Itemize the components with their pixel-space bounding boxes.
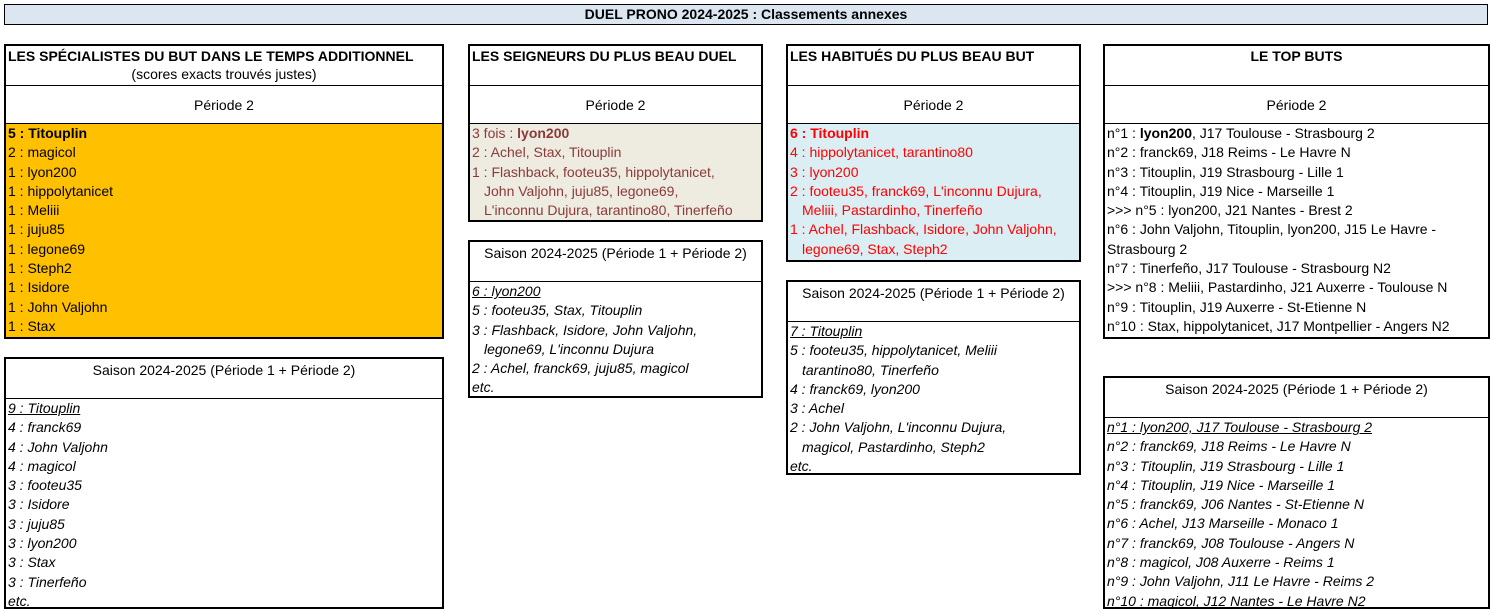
list-item: 1 : legone69 — [8, 240, 86, 257]
list-item-name: lyon200 — [1139, 125, 1192, 141]
list-item: 3 : Isidore — [8, 496, 70, 513]
page-title: DUEL PRONO 2024-2025 : Classements annexes — [4, 4, 1488, 25]
best-duel-box — [468, 44, 763, 222]
added-time-subtitle: (scores exacts trouvés justes) — [131, 66, 317, 82]
list-item-match: , J17 Toulouse - Strasbourg 2 — [1191, 125, 1375, 141]
best-duel-season-title: Saison 2024-2025 (Période 1 + Période 2) — [470, 242, 761, 282]
best-goal-season-list — [788, 322, 1079, 476]
added-time-title: LES SPÉCIALISTES DU BUT DANS LE TEMPS ADDITIONNEL — [8, 48, 414, 64]
list-item: 3 : Stax — [8, 554, 56, 571]
list-item: 3 : lyon200 — [790, 163, 859, 180]
list-item: >>> n°8 : Meliii, Pastardinho, J21 Auxerre - Toulouse N — [1107, 279, 1448, 296]
list-item: 1 : Steph2 — [8, 260, 72, 277]
best-duel-season-box — [468, 240, 763, 398]
list-item: etc. — [790, 458, 813, 475]
added-time-period-list — [6, 124, 442, 337]
added-time-season-box — [4, 357, 444, 609]
top-goals-season-list — [1105, 418, 1488, 611]
list-item-rank: n°1 : — [1107, 125, 1140, 141]
top-goals-title: LE TOP BUTS — [1250, 48, 1343, 64]
list-item: etc. — [472, 379, 495, 396]
list-item: n°10 : magicol, J12 Nantes - Le Havre N2 — [1107, 592, 1366, 609]
list-item: 1 : Flashback, footeu35, hippolytanicet, — [472, 163, 715, 180]
list-item: n°6 : Achel, J13 Marseille - Monaco 1 — [1107, 515, 1339, 532]
list-item: 3 : lyon200 — [8, 535, 77, 552]
list-item: 5 : footeu35, hippolytanicet, Meliii — [790, 342, 998, 359]
list-item: 4 : hippolytanicet, tarantino80 — [790, 144, 973, 161]
list-item: 3 : Flashback, Isidore, John Valjohn, — [472, 321, 698, 338]
list-item: 7 : Titouplin — [790, 323, 863, 339]
list-item: 4 : franck69 — [8, 419, 82, 436]
list-item: etc. — [8, 592, 31, 609]
list-item: 1 : hippolytanicet — [8, 182, 114, 199]
added-time-season-title: Saison 2024-2025 (Période 1 + Période 2) — [6, 359, 442, 399]
list-item: n°8 : magicol, J08 Auxerre - Reims 1 — [1107, 554, 1335, 571]
list-item: n°7 : franck69, J08 Toulouse - Angers N — [1107, 534, 1355, 551]
list-item: 3 : juju85 — [8, 515, 65, 532]
list-item: n°9 : John Valjohn, J11 Le Havre - Reims 2 — [1107, 573, 1375, 590]
best-duel-title: LES SEIGNEURS DU PLUS BEAU DUEL — [472, 48, 737, 64]
best-goal-period: Période 2 — [788, 86, 1079, 124]
best-duel-period-list — [470, 124, 761, 220]
list-item: 2 : Achel, franck69, juju85, magicol — [472, 360, 689, 377]
list-item: 1 : John Valjohn — [8, 298, 108, 315]
list-item: n°6 : John Valjohn, Titouplin, lyon200, J15 Le Havre - — [1107, 221, 1437, 238]
list-item: 6 : Titouplin — [790, 125, 870, 141]
list-item: 4 : John Valjohn — [8, 438, 108, 455]
list-item: n°2 : franck69, J18 Reims - Le Havre N — [1107, 144, 1351, 161]
list-item: 1 : juju85 — [8, 221, 65, 238]
list-item: 1 : Isidore — [8, 279, 70, 296]
list-item: 2 : John Valjohn, L'inconnu Dujura, — [790, 419, 1007, 436]
list-item-name: lyon200 — [517, 125, 570, 141]
top-goals-header — [1105, 46, 1488, 86]
list-item: n°3 : Titouplin, J19 Strasbourg - Lille 1 — [1107, 457, 1345, 474]
list-item: n°1 : lyon200, J17 Toulouse - Strasbourg 2 — [1107, 419, 1373, 435]
list-item: magicol, Pastardinho, Steph2 — [802, 438, 985, 455]
list-item: n°4 : Titouplin, J19 Nice - Marseille 1 — [1107, 182, 1335, 199]
top-goals-season-title: Saison 2024-2025 (Période 1 + Période 2) — [1105, 378, 1488, 418]
top-goals-period-list — [1105, 124, 1488, 336]
best-goal-header — [788, 46, 1079, 86]
best-goal-title: LES HABITUÉS DU PLUS BEAU BUT — [790, 48, 1035, 64]
list-item: n°2 : franck69, J18 Reims - Le Havre N — [1107, 438, 1351, 455]
list-item: L'inconnu Dujura, tarantino80, Tinerfeño — [484, 202, 733, 219]
list-item: legone69, Stax, Steph2 — [802, 240, 948, 257]
added-time-period: Période 2 — [6, 86, 442, 124]
list-item: n°7 : Tinerfeño, J17 Toulouse - Strasbourg N2 — [1107, 260, 1391, 277]
list-item: 3 : footeu35 — [8, 477, 82, 494]
list-item: >>> n°5 : lyon200, J21 Nantes - Brest 2 — [1107, 202, 1353, 219]
list-item: 1 : Meliii — [8, 202, 60, 219]
list-item: 1 : Achel, Flashback, Isidore, John Valjohn, — [790, 221, 1057, 238]
list-item: 3 : Achel — [790, 400, 844, 417]
best-duel-header — [470, 46, 761, 86]
added-time-season-list — [6, 399, 442, 611]
list-item: 2 : Achel, Stax, Titouplin — [472, 144, 622, 161]
list-item: 5 : footeu35, Stax, Titouplin — [472, 302, 643, 319]
list-item: 4 : franck69, lyon200 — [790, 380, 920, 397]
list-item — [1105, 124, 1488, 143]
list-item: 6 : lyon200 — [472, 283, 541, 299]
best-goal-season-title: Saison 2024-2025 (Période 1 + Période 2) — [788, 282, 1079, 322]
best-goal-box — [786, 44, 1081, 262]
list-item-count: 3 fois : — [472, 125, 518, 141]
top-goals-box — [1103, 44, 1490, 339]
list-item: 9 : Titouplin — [8, 400, 81, 416]
best-goal-season-box — [786, 280, 1081, 475]
list-item: 2 : footeu35, franck69, L'inconnu Dujura, — [790, 182, 1042, 199]
added-time-specialists-box — [4, 44, 444, 339]
list-item: John Valjohn, juju85, legone69, — [484, 182, 679, 199]
list-item: 1 : Stax — [8, 317, 56, 334]
list-item: 3 : Tinerfeño — [8, 573, 87, 590]
list-item: tarantino80, Tinerfeño — [802, 361, 939, 378]
list-item: Meliii, Pastardinho, Tinerfeño — [802, 202, 983, 219]
list-item: 2 : magicol — [8, 144, 76, 161]
list-item: n°9 : Titouplin, J19 Auxerre - St-Etienne N — [1107, 298, 1367, 315]
list-item: 4 : magicol — [8, 457, 76, 474]
list-item — [470, 124, 761, 143]
list-item: Strasbourg 2 — [1107, 240, 1188, 257]
added-time-header — [6, 46, 442, 86]
list-item: legone69, L'inconnu Dujura — [484, 340, 655, 357]
top-goals-period: Période 2 — [1105, 86, 1488, 124]
best-goal-period-list — [788, 124, 1079, 260]
list-item: n°10 : Stax, hippolytanicet, J17 Montpellier - Angers N2 — [1107, 317, 1450, 334]
list-item: n°4 : Titouplin, J19 Nice - Marseille 1 — [1107, 476, 1336, 493]
best-duel-season-list — [470, 282, 761, 398]
list-item: n°3 : Titouplin, J19 Strasbourg - Lille 1 — [1107, 163, 1344, 180]
list-item: 5 : Titouplin — [8, 125, 88, 141]
list-item: n°5 : franck69, J06 Nantes - St-Etienne N — [1107, 496, 1364, 513]
best-duel-period: Période 2 — [470, 86, 761, 124]
list-item: 1 : lyon200 — [8, 163, 77, 180]
top-goals-season-box — [1103, 376, 1490, 609]
